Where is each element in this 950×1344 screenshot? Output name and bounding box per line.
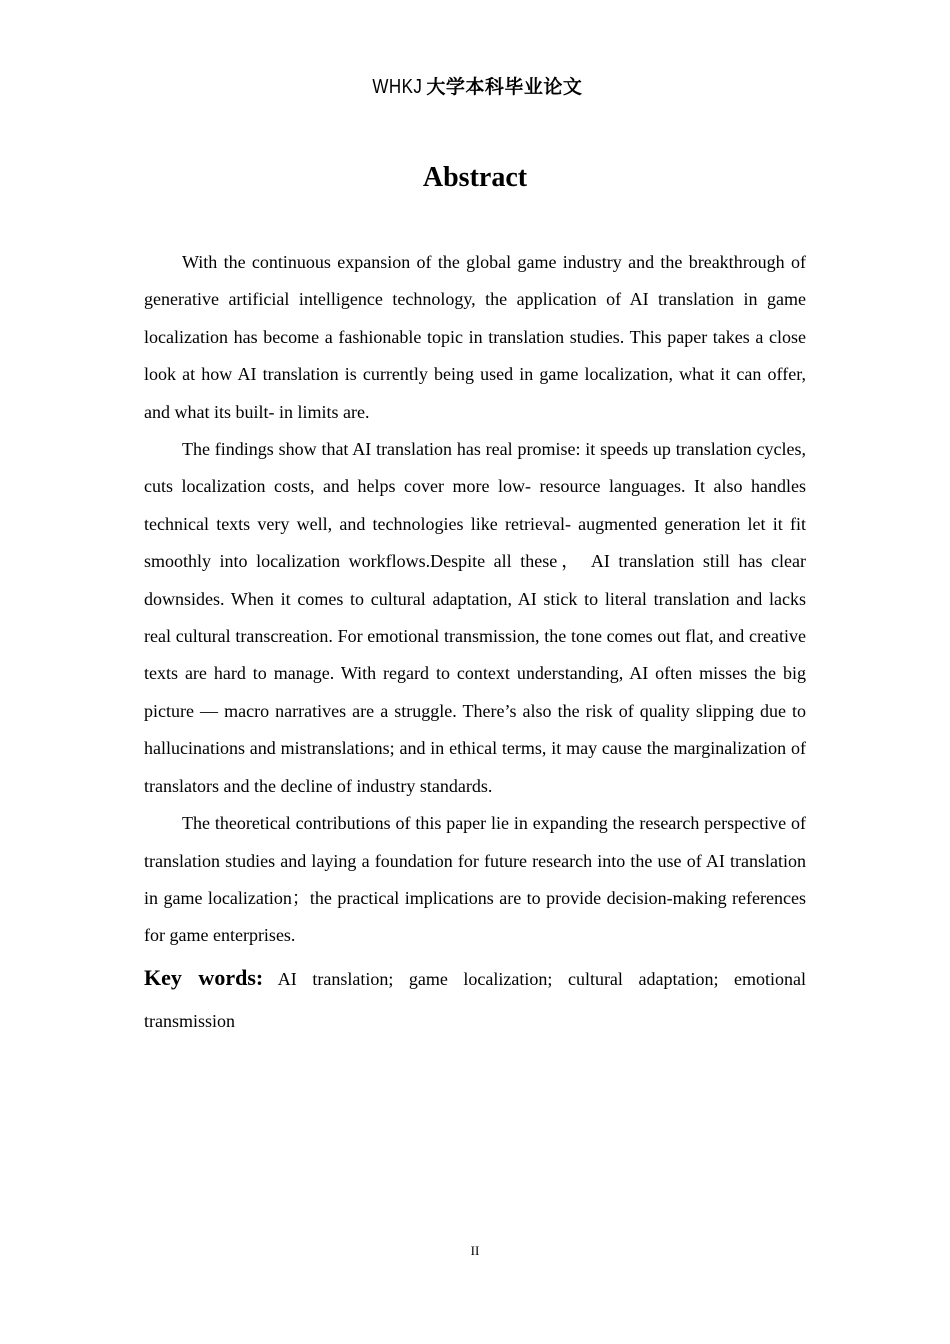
abstract-paragraph-2: The findings show that AI translation has real promise: it speeds up translation cycles, cuts localization costs, and helps cover more low- resource languages. It also handles technical texts very well, and technologies like retrieval- augmented generation let it fit smoothly into localization workflows.Despite all these， AI translation still has clear downsides. When it comes to cultural adaptation, AI stick to literal translation and lacks real cultural transcreation. For emotional transmission, the tone comes out flat, and creative texts are hard to manage. With regard to context understanding, AI often misses the big picture — macro narratives are a struggle. There’s also the risk of quality slipping due to hallucinations and mistranslations; and in ethical terms, it may cause the marginalization of translators and the decline of industry standards. bbox=[144, 439, 806, 796]
page-number: II bbox=[470, 1243, 480, 1258]
abstract-paragraph-3: The theoretical contributions of this paper lie in expanding the research perspective of translation studies and laying a foundation for future research into the use of AI translation in game localization；the practical implications are to provide decision-making references for game enterprises. bbox=[144, 813, 806, 946]
abstract-body bbox=[144, 244, 806, 1042]
keywords-text: AI translation; game localization; cultural adaptation; emotional transmission bbox=[144, 968, 806, 1031]
running-header-cjk: 大学本科毕业论文 bbox=[426, 76, 583, 98]
keywords-line bbox=[144, 957, 806, 1042]
keywords-label: Key words: bbox=[144, 964, 264, 990]
abstract-paragraph-1: With the continuous expansion of the global game industry and the breakthrough of generative artificial intelligence technology, the application of AI translation in game localization has become a fashionable topic in translation studies. This paper takes a close look at how AI translation is currently being used in game localization, what it can offer, and what its built- in limits are. bbox=[144, 252, 806, 422]
abstract-title: Abstract bbox=[422, 162, 528, 193]
running-header-latin: WHKJ bbox=[372, 76, 422, 98]
running-header bbox=[0, 72, 950, 99]
